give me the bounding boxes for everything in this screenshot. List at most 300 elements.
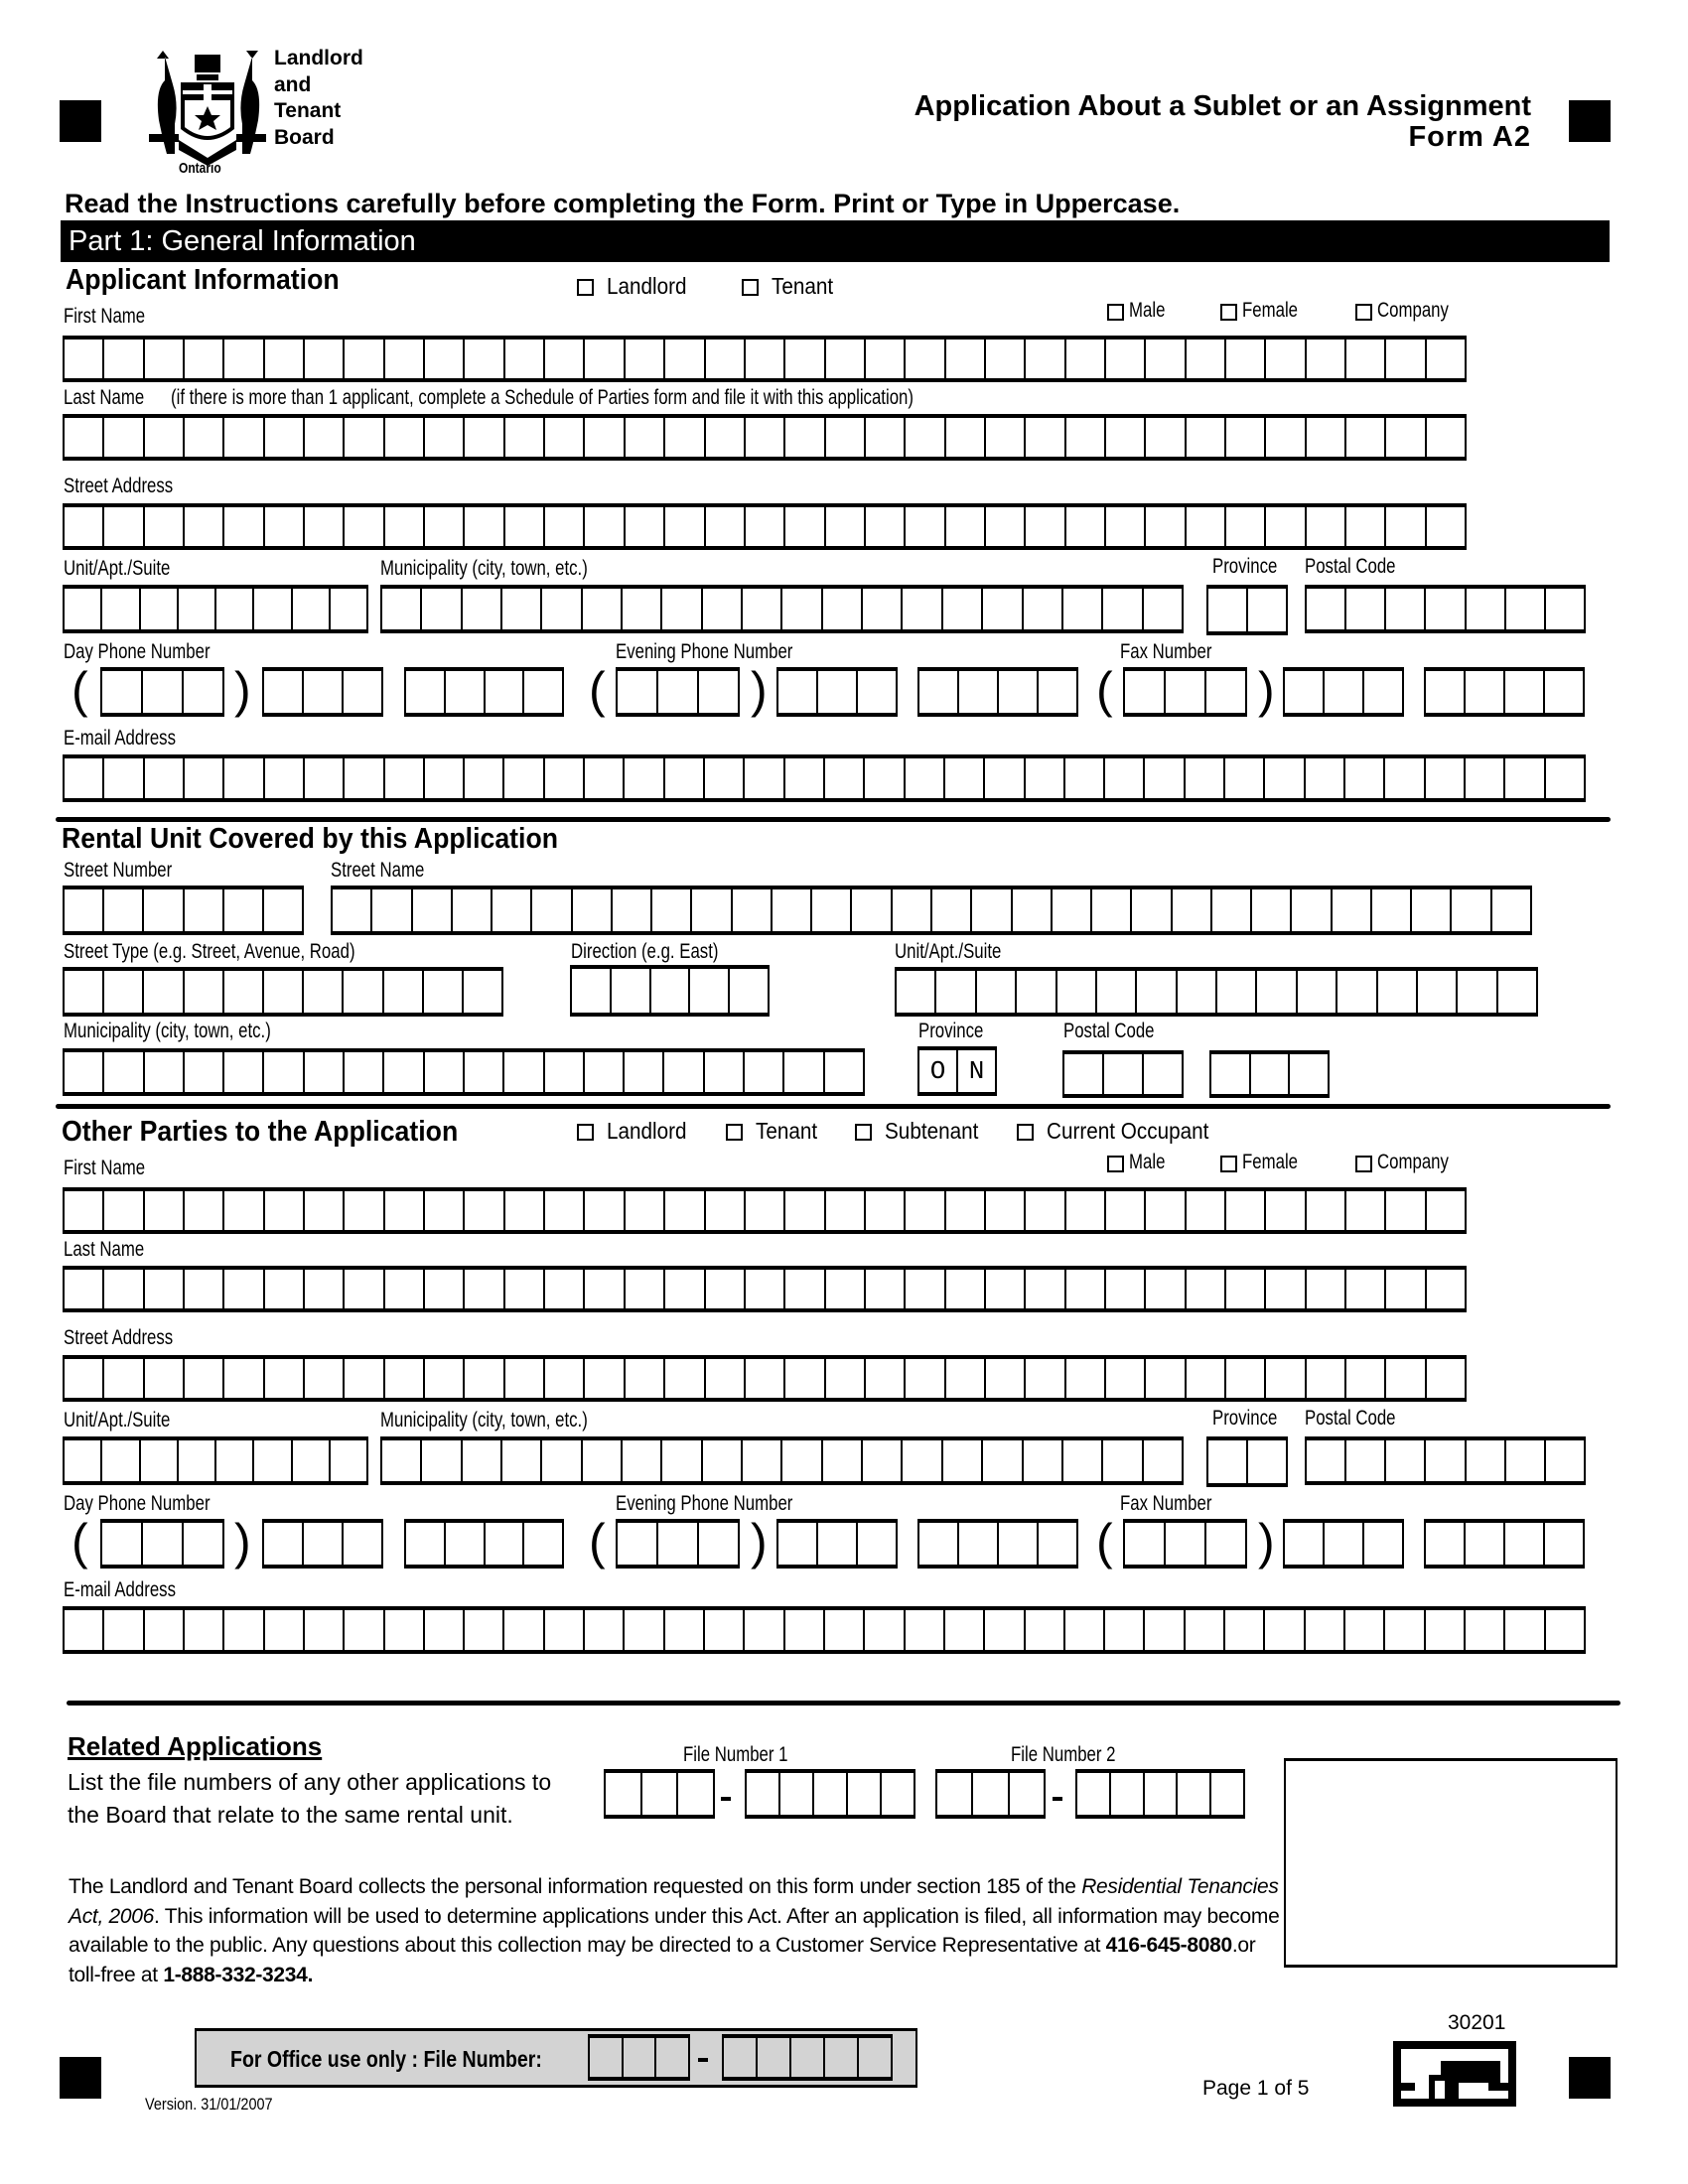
char-cell[interactable]	[984, 1270, 1024, 1308]
char-cell[interactable]	[897, 971, 934, 1013]
other_parties-gender-company-checkbox[interactable]	[1355, 1156, 1372, 1172]
char-cell[interactable]	[222, 507, 262, 546]
char-cell[interactable]	[810, 889, 850, 931]
char-cell[interactable]	[382, 1440, 420, 1481]
char-cell[interactable]	[728, 969, 768, 1013]
char-cell[interactable]	[656, 671, 697, 713]
char-cell[interactable]	[503, 1359, 543, 1398]
char-cell[interactable]	[904, 1359, 943, 1398]
char-cell[interactable]	[821, 589, 861, 629]
char-cell[interactable]	[177, 589, 214, 629]
char-cell[interactable]	[463, 758, 502, 798]
char-cell[interactable]	[1246, 589, 1286, 631]
char-cell[interactable]	[303, 1610, 343, 1650]
char-cell[interactable]	[1125, 671, 1164, 713]
char-cell[interactable]	[1064, 507, 1104, 546]
char-cell[interactable]	[343, 507, 382, 546]
char-cell[interactable]	[1101, 1440, 1141, 1481]
char-cell[interactable]	[930, 889, 970, 931]
char-cell[interactable]	[1144, 418, 1184, 457]
char-cell[interactable]	[583, 1052, 623, 1092]
char-cell[interactable]	[1384, 1191, 1424, 1230]
char-cell[interactable]	[697, 671, 738, 713]
char-cell[interactable]	[1384, 340, 1424, 378]
char-cell[interactable]	[1142, 1054, 1182, 1094]
char-cell[interactable]	[303, 1191, 343, 1230]
char-cell[interactable]	[1215, 971, 1255, 1013]
char-cell[interactable]	[463, 507, 502, 546]
char-cell[interactable]	[1095, 971, 1135, 1013]
char-cell[interactable]: O	[929, 1056, 946, 1086]
fax-input-part-2[interactable]	[1283, 667, 1404, 717]
char-cell[interactable]	[1343, 1610, 1383, 1650]
char-cell[interactable]	[624, 507, 663, 546]
last-name-input[interactable]	[63, 1266, 1467, 1312]
char-cell[interactable]	[423, 418, 463, 457]
char-cell[interactable]	[263, 1191, 303, 1230]
char-cell[interactable]	[901, 589, 940, 629]
char-cell[interactable]	[463, 1610, 502, 1650]
char-cell[interactable]	[463, 1270, 502, 1308]
char-cell[interactable]	[1104, 1270, 1144, 1308]
char-cell[interactable]	[1290, 889, 1330, 931]
office-file-number-suffix[interactable]	[722, 2034, 893, 2081]
char-cell[interactable]	[1223, 758, 1263, 798]
street-type-input[interactable]	[63, 967, 503, 1017]
char-cell[interactable]	[861, 1440, 901, 1481]
province-input[interactable]	[1206, 585, 1288, 635]
char-cell[interactable]	[1144, 340, 1184, 378]
char-cell[interactable]	[1142, 1440, 1182, 1481]
char-cell[interactable]	[1264, 1270, 1304, 1308]
char-cell[interactable]	[461, 589, 500, 629]
char-cell[interactable]	[1037, 1523, 1076, 1565]
char-cell[interactable]	[343, 1052, 382, 1092]
rental-province-input[interactable]	[917, 1046, 997, 1096]
char-cell[interactable]	[1104, 1191, 1144, 1230]
char-cell[interactable]	[783, 1270, 823, 1308]
char-cell[interactable]	[302, 971, 342, 1013]
char-cell[interactable]	[1143, 758, 1183, 798]
char-cell[interactable]	[177, 1440, 214, 1481]
char-cell[interactable]	[1208, 589, 1246, 631]
char-cell[interactable]	[1465, 589, 1504, 629]
char-cell[interactable]	[704, 340, 744, 378]
char-cell[interactable]	[1204, 671, 1245, 713]
char-cell[interactable]	[1024, 758, 1063, 798]
char-cell[interactable]	[1164, 671, 1204, 713]
char-cell[interactable]	[571, 889, 611, 931]
char-cell[interactable]	[141, 1523, 182, 1565]
char-cell[interactable]	[1135, 971, 1175, 1013]
char-cell[interactable]	[422, 971, 462, 1013]
day-phone-input-part-2[interactable]	[262, 1519, 383, 1569]
char-cell[interactable]	[1304, 1610, 1343, 1650]
first-name-input[interactable]	[63, 336, 1467, 382]
char-cell[interactable]	[783, 1359, 823, 1398]
char-cell[interactable]	[864, 1270, 904, 1308]
char-cell[interactable]	[660, 1440, 700, 1481]
char-cell[interactable]	[864, 1191, 904, 1230]
char-cell[interactable]	[743, 1610, 782, 1650]
char-cell[interactable]	[461, 1440, 500, 1481]
char-cell[interactable]	[1344, 589, 1384, 629]
char-cell[interactable]	[864, 1359, 904, 1398]
char-cell[interactable]	[1416, 971, 1456, 1013]
char-cell[interactable]	[222, 1359, 262, 1398]
char-cell[interactable]	[100, 589, 138, 629]
char-cell[interactable]	[102, 340, 142, 378]
char-cell[interactable]	[65, 889, 102, 931]
char-cell[interactable]	[142, 889, 182, 931]
char-cell[interactable]	[303, 1359, 343, 1398]
char-cell[interactable]	[1384, 1359, 1424, 1398]
char-cell[interactable]	[863, 758, 903, 798]
char-cell[interactable]	[463, 1359, 502, 1398]
char-cell[interactable]	[919, 671, 957, 713]
char-cell[interactable]	[102, 971, 142, 1013]
char-cell[interactable]	[1323, 671, 1362, 713]
char-cell[interactable]	[1384, 507, 1424, 546]
char-cell[interactable]	[983, 758, 1023, 798]
char-cell[interactable]	[291, 1440, 329, 1481]
char-cell[interactable]	[343, 1359, 382, 1398]
char-cell[interactable]	[1383, 1610, 1423, 1650]
char-cell[interactable]	[502, 1610, 542, 1650]
char-cell[interactable]	[741, 1440, 780, 1481]
char-cell[interactable]	[1008, 1773, 1044, 1815]
char-cell[interactable]	[102, 1052, 142, 1092]
char-cell[interactable]	[583, 507, 623, 546]
char-cell[interactable]	[370, 889, 410, 931]
char-cell[interactable]	[856, 1523, 896, 1565]
char-cell[interactable]	[540, 1440, 580, 1481]
char-cell[interactable]	[1184, 1610, 1223, 1650]
char-cell[interactable]	[880, 1773, 914, 1815]
char-cell[interactable]	[624, 418, 663, 457]
char-cell[interactable]	[1305, 1359, 1344, 1398]
char-cell[interactable]	[816, 1523, 856, 1565]
char-cell[interactable]	[1425, 1270, 1465, 1308]
char-cell[interactable]	[1263, 758, 1303, 798]
char-cell[interactable]	[660, 589, 700, 629]
char-cell[interactable]	[500, 589, 540, 629]
char-cell[interactable]	[970, 889, 1010, 931]
char-cell[interactable]	[778, 671, 816, 713]
char-cell[interactable]	[821, 1440, 861, 1481]
char-cell[interactable]	[1288, 1054, 1328, 1094]
email-input[interactable]	[63, 1606, 1586, 1654]
char-cell[interactable]	[1090, 889, 1130, 931]
char-cell[interactable]	[789, 2038, 823, 2077]
char-cell[interactable]	[543, 1610, 583, 1650]
char-cell[interactable]	[1224, 1191, 1264, 1230]
rental-postal-code-part-2[interactable]	[1209, 1050, 1330, 1098]
char-cell[interactable]	[1211, 1054, 1249, 1094]
char-cell[interactable]	[262, 889, 302, 931]
char-cell[interactable]	[222, 1610, 262, 1650]
char-cell[interactable]	[143, 1610, 183, 1650]
other_parties-gender-male-checkbox[interactable]	[1107, 1156, 1124, 1172]
char-cell[interactable]	[102, 758, 142, 798]
char-cell[interactable]	[1185, 1191, 1224, 1230]
char-cell[interactable]	[1424, 1440, 1464, 1481]
char-cell[interactable]	[303, 1052, 343, 1092]
char-cell[interactable]	[1362, 671, 1402, 713]
char-cell[interactable]	[1544, 1610, 1584, 1650]
char-cell[interactable]	[102, 671, 141, 713]
char-cell[interactable]	[823, 2038, 857, 2077]
unit-input[interactable]	[63, 1436, 368, 1485]
char-cell[interactable]	[823, 758, 863, 798]
char-cell[interactable]	[1022, 589, 1061, 629]
char-cell[interactable]	[343, 418, 382, 457]
char-cell[interactable]	[543, 758, 583, 798]
char-cell[interactable]	[1264, 1359, 1304, 1398]
evening-phone-input-part-3[interactable]	[917, 1519, 1078, 1569]
char-cell[interactable]	[1464, 1610, 1503, 1650]
char-cell[interactable]	[1362, 1523, 1402, 1565]
char-cell[interactable]	[1426, 671, 1464, 713]
char-cell[interactable]	[65, 1270, 102, 1308]
char-cell[interactable]	[618, 671, 656, 713]
rental-postal-code-part-1[interactable]	[1062, 1050, 1184, 1098]
char-cell[interactable]	[744, 418, 783, 457]
char-cell[interactable]	[824, 418, 864, 457]
char-cell[interactable]	[984, 507, 1024, 546]
char-cell[interactable]	[864, 418, 904, 457]
char-cell[interactable]	[143, 1052, 183, 1092]
char-cell[interactable]	[1064, 1359, 1104, 1398]
char-cell[interactable]	[1143, 1610, 1183, 1650]
char-cell[interactable]	[941, 589, 981, 629]
char-cell[interactable]	[143, 1359, 183, 1398]
char-cell[interactable]	[572, 969, 610, 1013]
char-cell[interactable]	[1456, 971, 1495, 1013]
char-cell[interactable]	[1544, 589, 1584, 629]
char-cell[interactable]	[1323, 1523, 1362, 1565]
char-cell[interactable]	[663, 1191, 703, 1230]
char-cell[interactable]	[1051, 889, 1090, 931]
char-cell[interactable]	[1024, 340, 1063, 378]
fax-input-part-1[interactable]	[1123, 1519, 1247, 1569]
char-cell[interactable]	[744, 1270, 783, 1308]
char-cell[interactable]	[65, 1359, 102, 1398]
char-cell[interactable]	[263, 418, 303, 457]
char-cell[interactable]	[1246, 1440, 1286, 1483]
char-cell[interactable]	[143, 758, 183, 798]
char-cell[interactable]	[583, 1270, 623, 1308]
char-cell[interactable]	[904, 340, 943, 378]
char-cell[interactable]	[663, 340, 703, 378]
char-cell[interactable]	[1064, 418, 1104, 457]
char-cell[interactable]	[423, 758, 463, 798]
char-cell[interactable]	[263, 507, 303, 546]
char-cell[interactable]	[1185, 1270, 1224, 1308]
char-cell[interactable]	[1144, 1191, 1184, 1230]
char-cell[interactable]	[724, 2038, 756, 2077]
char-cell[interactable]	[143, 1191, 183, 1230]
first-name-input[interactable]	[63, 1187, 1467, 1234]
char-cell[interactable]	[1104, 418, 1144, 457]
char-cell[interactable]	[463, 340, 502, 378]
char-cell[interactable]	[783, 507, 823, 546]
char-cell[interactable]	[1064, 1054, 1102, 1094]
applicant-role-tenant-checkbox[interactable]	[742, 279, 759, 296]
char-cell[interactable]	[1185, 507, 1224, 546]
char-cell[interactable]	[1384, 418, 1424, 457]
char-cell[interactable]	[1037, 671, 1076, 713]
char-cell[interactable]	[621, 1440, 660, 1481]
other-role-subtenant-checkbox[interactable]	[855, 1124, 872, 1141]
char-cell[interactable]	[1224, 340, 1264, 378]
char-cell[interactable]	[1383, 758, 1423, 798]
char-cell[interactable]	[1064, 340, 1104, 378]
char-cell[interactable]	[744, 507, 783, 546]
char-cell[interactable]	[1104, 340, 1144, 378]
char-cell[interactable]	[583, 1191, 623, 1230]
char-cell[interactable]	[1011, 889, 1051, 931]
street-number-input[interactable]	[63, 886, 304, 935]
char-cell[interactable]	[703, 758, 743, 798]
char-cell[interactable]	[606, 1773, 640, 1815]
char-cell[interactable]	[1305, 340, 1344, 378]
char-cell[interactable]	[744, 1359, 783, 1398]
char-cell[interactable]	[984, 1359, 1024, 1398]
char-cell[interactable]	[263, 1610, 303, 1650]
char-cell[interactable]	[697, 1523, 738, 1565]
other-role-current-occupant-checkbox[interactable]	[1017, 1124, 1034, 1141]
char-cell[interactable]	[102, 1523, 141, 1565]
char-cell[interactable]	[610, 969, 649, 1013]
char-cell[interactable]	[383, 418, 423, 457]
char-cell[interactable]	[1102, 1054, 1142, 1094]
char-cell[interactable]	[1104, 507, 1144, 546]
char-cell[interactable]	[1061, 589, 1101, 629]
char-cell[interactable]	[704, 1191, 744, 1230]
char-cell[interactable]	[704, 1270, 744, 1308]
char-cell[interactable]	[1307, 1440, 1344, 1481]
char-cell[interactable]	[65, 589, 100, 629]
char-cell[interactable]	[143, 340, 183, 378]
char-cell[interactable]	[214, 589, 252, 629]
char-cell[interactable]	[864, 507, 904, 546]
char-cell[interactable]	[183, 1610, 222, 1650]
char-cell[interactable]	[1285, 671, 1323, 713]
char-cell[interactable]	[1143, 1773, 1177, 1815]
char-cell[interactable]	[183, 507, 222, 546]
evening-phone-input-part-3[interactable]	[917, 667, 1078, 717]
char-cell[interactable]	[823, 1610, 863, 1650]
char-cell[interactable]	[1130, 889, 1170, 931]
char-cell[interactable]	[783, 1610, 823, 1650]
unit-input[interactable]	[63, 585, 368, 633]
char-cell[interactable]	[1344, 340, 1384, 378]
char-cell[interactable]	[222, 971, 262, 1013]
char-cell[interactable]	[183, 971, 222, 1013]
char-cell[interactable]	[343, 340, 382, 378]
char-cell[interactable]: N	[956, 1050, 995, 1092]
char-cell[interactable]	[291, 589, 329, 629]
char-cell[interactable]	[1503, 671, 1543, 713]
char-cell[interactable]	[1103, 758, 1143, 798]
char-cell[interactable]	[1185, 418, 1224, 457]
char-cell[interactable]	[846, 1773, 880, 1815]
char-cell[interactable]	[1224, 507, 1264, 546]
char-cell[interactable]	[583, 418, 623, 457]
char-cell[interactable]	[1061, 1440, 1101, 1481]
char-cell[interactable]	[1503, 1523, 1543, 1565]
char-cell[interactable]	[65, 507, 102, 546]
char-cell[interactable]	[1424, 758, 1464, 798]
char-cell[interactable]	[1464, 1523, 1503, 1565]
char-cell[interactable]	[1426, 1523, 1464, 1565]
char-cell[interactable]	[1125, 1523, 1164, 1565]
fax-input-part-3[interactable]	[1424, 1519, 1585, 1569]
char-cell[interactable]	[1144, 1359, 1184, 1398]
char-cell[interactable]	[303, 340, 343, 378]
char-cell[interactable]	[423, 1359, 463, 1398]
char-cell[interactable]	[383, 1191, 423, 1230]
char-cell[interactable]	[1425, 1191, 1465, 1230]
char-cell[interactable]	[1204, 1523, 1245, 1565]
char-cell[interactable]	[1109, 1773, 1143, 1815]
other_parties-gender-female-checkbox[interactable]	[1220, 1156, 1237, 1172]
rental-unit-input[interactable]	[895, 967, 1538, 1017]
char-cell[interactable]	[864, 340, 904, 378]
char-cell[interactable]	[183, 1359, 222, 1398]
char-cell[interactable]	[583, 1610, 623, 1650]
day-phone-input-part-1[interactable]	[100, 667, 224, 717]
char-cell[interactable]	[957, 671, 997, 713]
char-cell[interactable]	[1344, 1270, 1384, 1308]
day-phone-input-part-3[interactable]	[404, 667, 564, 717]
char-cell[interactable]	[1344, 418, 1384, 457]
char-cell[interactable]	[1024, 507, 1063, 546]
char-cell[interactable]	[1185, 340, 1224, 378]
char-cell[interactable]	[530, 889, 570, 931]
postal-code-input[interactable]	[1305, 585, 1586, 633]
char-cell[interactable]	[1543, 671, 1583, 713]
char-cell[interactable]	[975, 971, 1015, 1013]
fax-input-part-3[interactable]	[1424, 667, 1585, 717]
char-cell[interactable]	[934, 971, 974, 1013]
char-cell[interactable]	[383, 1270, 423, 1308]
char-cell[interactable]	[1344, 1359, 1384, 1398]
char-cell[interactable]	[303, 758, 343, 798]
char-cell[interactable]	[1224, 1359, 1264, 1398]
char-cell[interactable]	[1063, 1610, 1103, 1650]
char-cell[interactable]	[583, 1359, 623, 1398]
char-cell[interactable]	[451, 889, 491, 931]
char-cell[interactable]	[139, 589, 177, 629]
char-cell[interactable]	[463, 418, 502, 457]
char-cell[interactable]	[824, 507, 864, 546]
char-cell[interactable]	[1209, 1773, 1243, 1815]
char-cell[interactable]	[143, 507, 183, 546]
email-input[interactable]	[63, 754, 1586, 802]
char-cell[interactable]	[102, 507, 142, 546]
char-cell[interactable]	[1224, 1270, 1264, 1308]
char-cell[interactable]	[590, 2038, 622, 2077]
char-cell[interactable]	[1077, 1773, 1109, 1815]
char-cell[interactable]	[663, 418, 703, 457]
char-cell[interactable]	[944, 1191, 984, 1230]
char-cell[interactable]	[701, 1440, 741, 1481]
char-cell[interactable]	[1464, 758, 1503, 798]
char-cell[interactable]	[182, 671, 222, 713]
char-cell[interactable]	[624, 1359, 663, 1398]
